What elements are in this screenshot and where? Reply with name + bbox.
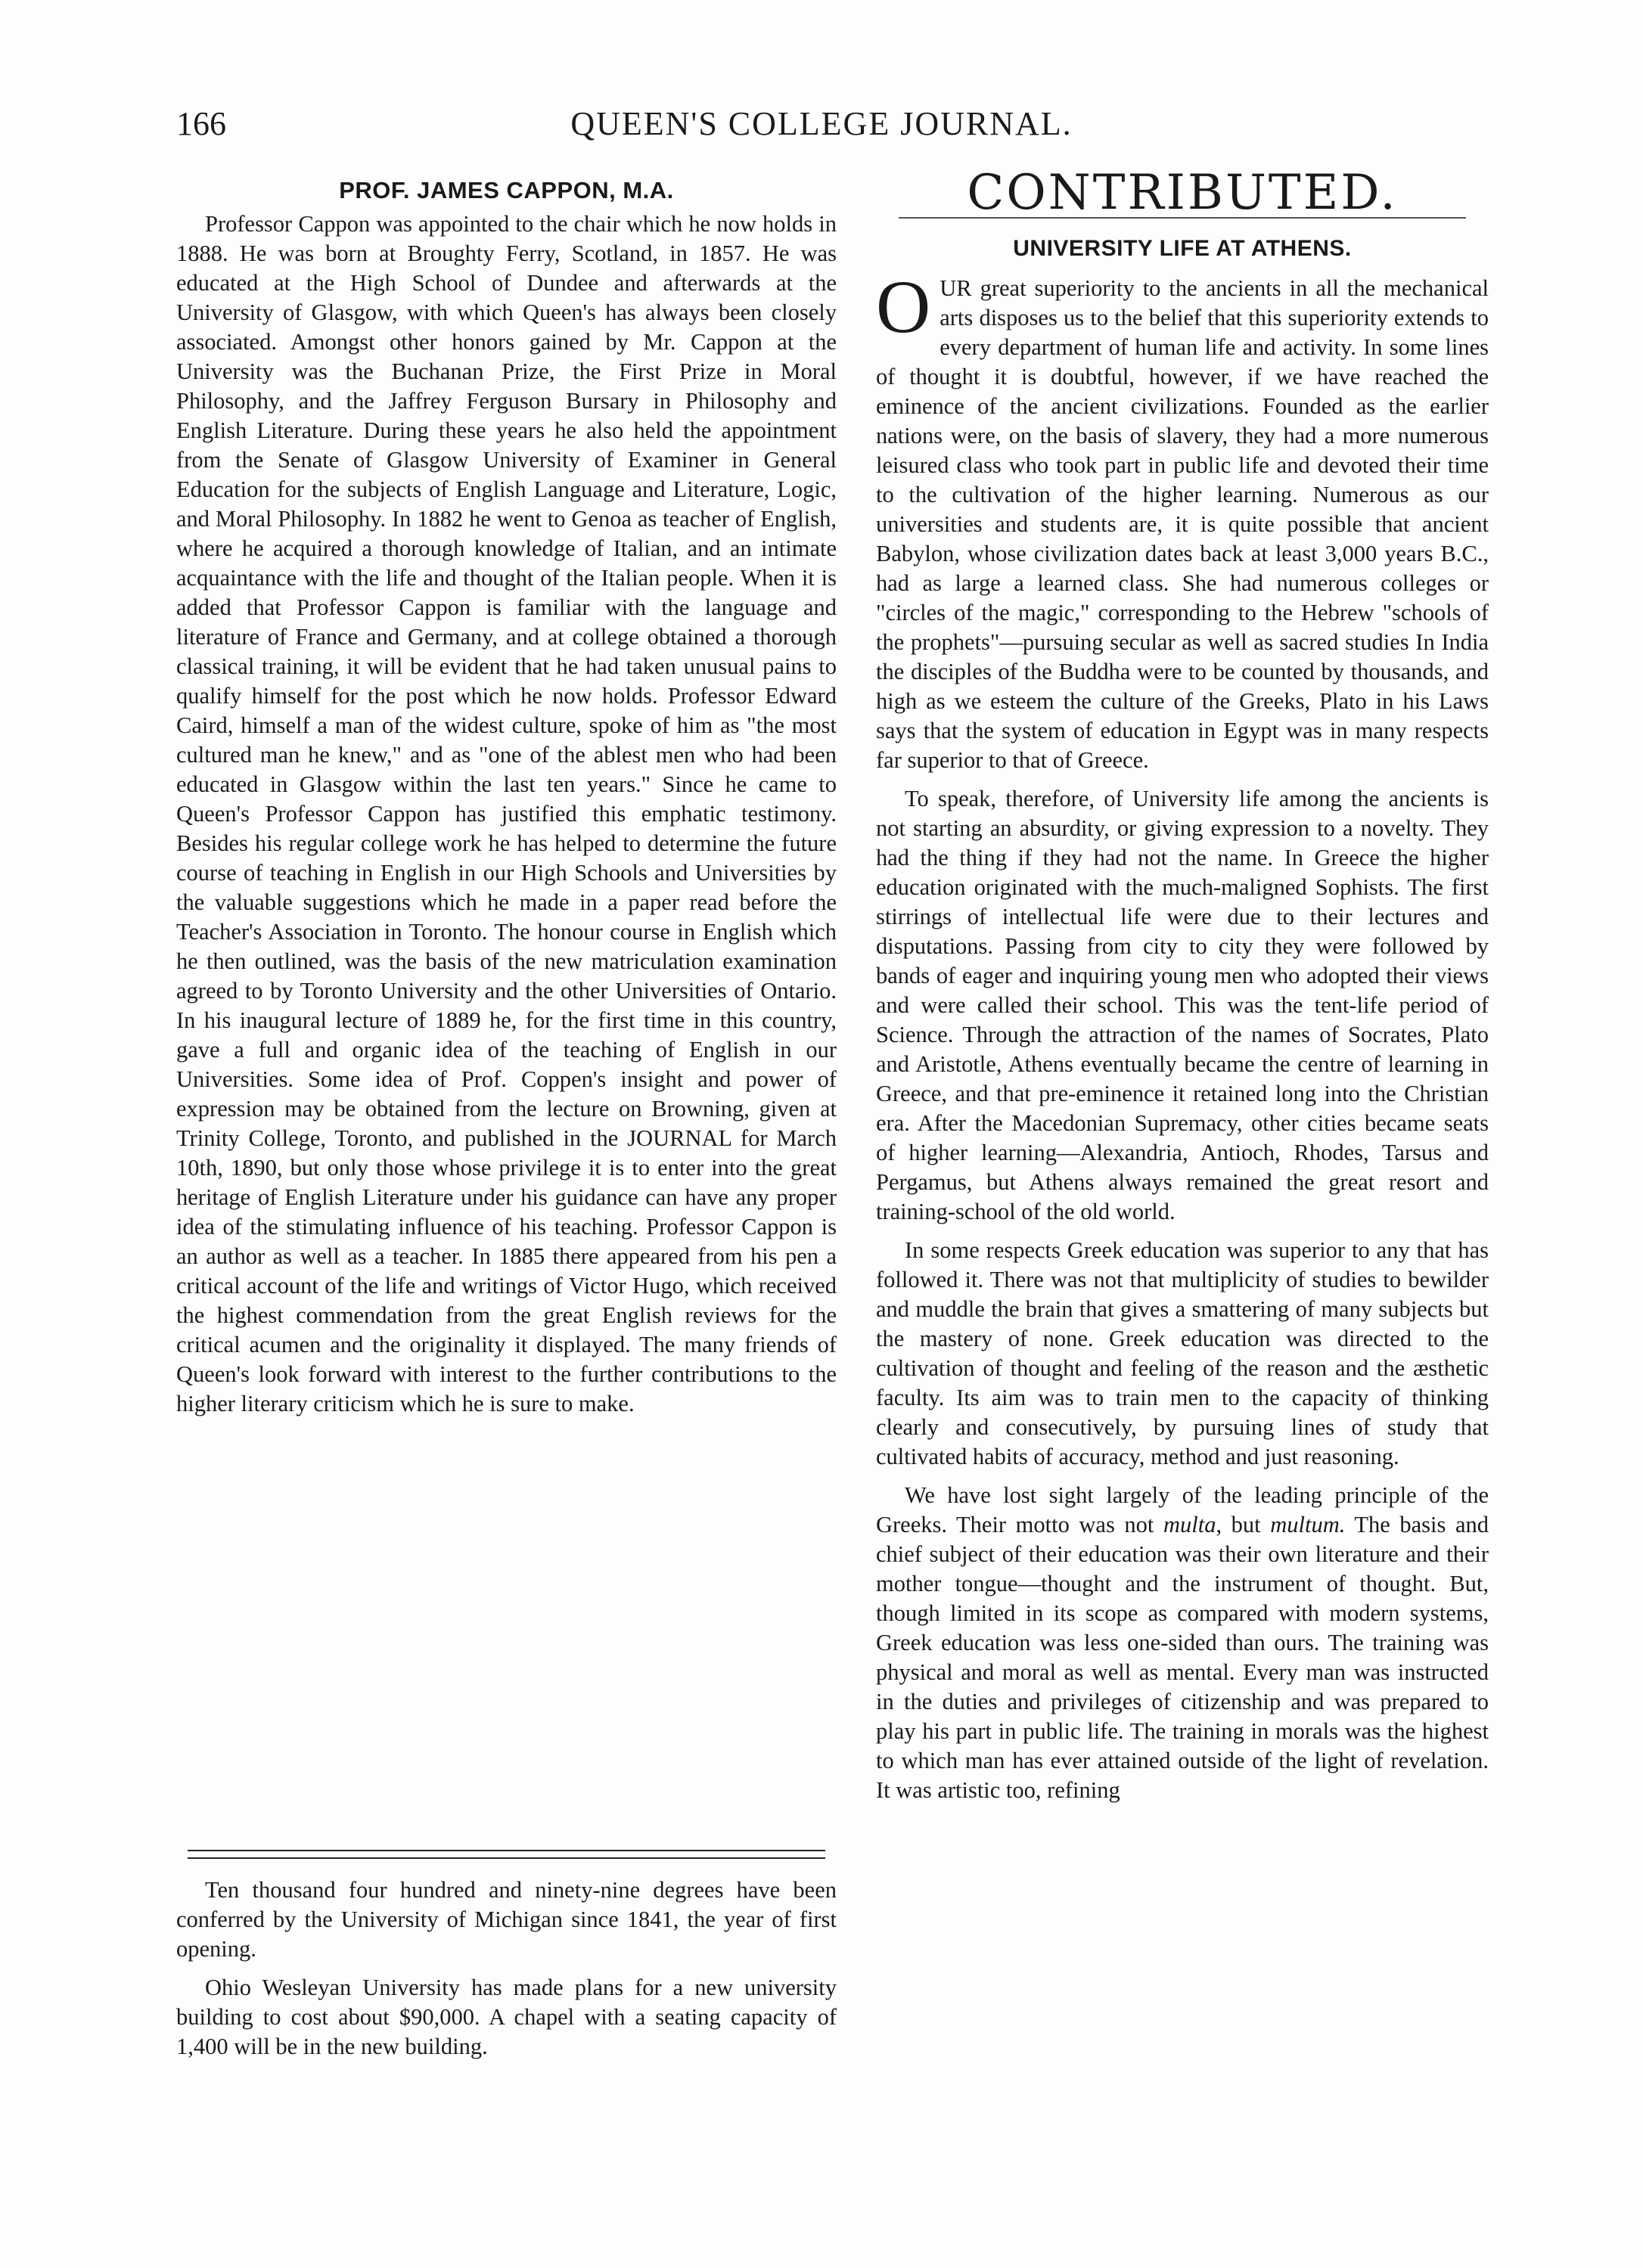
note-ohio-wesleyan: Ohio Wesleyan University has made plans for a new university building to cost about $90,000. A chapel with a seating capacity of 1,400 will be in the new building.	[176, 1975, 837, 2059]
paragraph-1-text: UR great superiority to the ancients in all the mechanical arts disposes us to the belief that this superiority extends to every department of human life and activity. In some lines of thought it is doubtful, however, if we have reached the eminence of the ancient civilizations. Founded as the earlier nations were, on the basis of slavery, they had a more numerous leisured class who took part in public life and devoted their time to the cultivation of the higher learning. Numerous as our universities and students are, it is quite possible that ancient Babylon, whose civilization dates back at least 3,000 years B.C., had as large a learned class. She had numerous colleges or "circles of the magic," corresponding to the Hebrew "schools of the prophets"—pursuing secular as well as sacred studies In India the disciples of the Buddha were to be counted by thousands, and high as we esteem the culture of the Greeks, Plato in his Laws says that the system of education in Egypt was in many respects far superior to that of Greece.	[876, 275, 1489, 773]
page-number: 166	[176, 105, 226, 142]
dropcap-letter: O	[876, 265, 931, 349]
double-rule-divider	[188, 1850, 825, 1859]
italic-multum: multum.	[1270, 1512, 1346, 1537]
article-paragraph-3: In some respects Greek education was superior to any that has followed it. There was not that multiplicity of studies to bewilder and muddle the brain that gives a smattering of many subjects but the mastery of none. Greek education was directed to the cultivation of thought and feeling of the reason and the æsthetic faculty. Its aim was to train men to the capacity of thinking clearly and consecutively, by pursuing lines of study that cultivated habits of accuracy, method and just reasoning.	[876, 1237, 1489, 1469]
article-paragraph: Professor Cappon was appointed to the chair which he now holds in 1888. He was born at Broughty Ferry, Scotland, in 1857. He was educated at the High School of Dundee and afterwards at the University of Glasgow, with which Queen's has always been closely associated. Amongst other honors gained by Mr. Cappon at the University was the Buchanan Prize, the First Prize in Moral Philosophy, and the Jaffrey Ferguson Bursary in Philosophy and English Literature. During these years he also held the appointment from the Senate of Glasgow University of Examiner in General Education for the subjects of English Language and Literature, Logic, and Moral Philosophy. In 1882 he went to Genoa as teacher of English, where he acquired a thorough knowledge of Italian, and an intimate acquaintance with the life and thought of the Italian people. When it is added that Professor Cappon is familiar with the language and literature of France and Germany, and at college obtained a thorough classical training, it will be evident that he had taken unusual pains to qualify himself for the post which he now holds. Professor Edward Caird, himself a man of the widest culture, spoke of him as "the most cultured man he knew," and as "one of the ablest men who had been educated in Glasgow within the last ten years." Since he came to Queen's Professor Cappon has justified this emphatic testimony. Besides his regular college work he has helped to determine the future course of teaching in English in our High Schools and Universities by the valuable suggestions which he made in a paper read before the Teacher's Association in Toronto. The honour course in English which he then outlined, was the basis of the new matriculation examination agreed to by Toronto University and the other Universities of Ontario. In his inaugural lecture of 1889 he, for the first time in this country, gave a full and organic idea of the teaching of English in our Universities. Some idea of Prof. Coppen's insight and power of expression may be obtained from the lecture on Browning, given at Trinity College, Toronto, and published in the JOURNAL for March 10th, 1890, but only those whose privilege it is to enter into the great heritage of English Literature under his guidance can have any proper idea of the stimulating influence of his teaching. Professor Cappon is an author as well as a teacher. In 1885 there appeared from his pen a critical account of the life and writings of Victor Hugo, which received the highest commendation from the great English reviews for the critical acumen and the originality it displayed. The many friends of Queen's look forward with interest to the further contributions to the higher literary criticism which he is sure to make.	[176, 211, 837, 1416]
running-head	[0, 104, 1643, 150]
article-heading-cappon: PROF. JAMES CAPPON, M.A.	[339, 177, 674, 203]
article-paragraph-4	[876, 1481, 1489, 1805]
italic-multa: multa	[1163, 1512, 1216, 1537]
article-heading-athens: UNIVERSITY LIFE AT ATHENS.	[1013, 236, 1352, 261]
notes-column	[176, 1876, 837, 2071]
article-paragraph-2: To speak, therefore, of University life among the ancients is not starting an absurdity, or giving expression to a novelty. They had the thing if they had not the name. In Greece the higher education originated with the much-maligned Sophists. The first stirrings of intellectual life were due to their lectures and disputations. Passing from city to city they were followed by bands of eager and inquiring young men who adopted their views and were called their school. This was the tent-life period of Science. Through the attraction of the names of Socrates, Plato and Aristotle, Athens eventually became the centre of learning in Greece, and that pre-eminence it retained long into the Christian era. After the Macedonian Supremacy, other cities became seats of higher learning—Alexandria, Antioch, Rhodes, Tarsus and Pergamus, but Athens always remained the great resort and training-school of the old world.	[876, 786, 1489, 1224]
paragraph-4-part-c: The basis and chief subject of their education was their own literature and their mother tongue—thought and the instrument of thought. But, though limited in its scope as compared with modern systems, Greek education was less one-sided than ours. The training was physical and moral as well as mental. Every man was instructed in the duties and privileges of citizenship and was prepared to play his part in public life. The training in morals was the highest to which man has ever attained outside of the light of revelation. It was artistic too, refining	[876, 1512, 1489, 1803]
article-paragraph-1	[876, 265, 1489, 775]
journal-title: QUEEN'S COLLEGE JOURNAL.	[570, 105, 1073, 142]
paragraph-4-part-a: We have lost sight largely of the leading principle of the Greeks. Their motto was not	[876, 1482, 1489, 1537]
left-column	[176, 175, 837, 1428]
section-title-contributed: CONTRIBUTED.	[967, 165, 1398, 221]
right-column	[876, 165, 1489, 1814]
note-michigan: Ten thousand four hundred and ninety-nine degrees have been conferred by the University of Michigan since 1841, the year of first opening.	[176, 1877, 837, 1962]
paragraph-4-part-b: , but	[1216, 1512, 1271, 1537]
